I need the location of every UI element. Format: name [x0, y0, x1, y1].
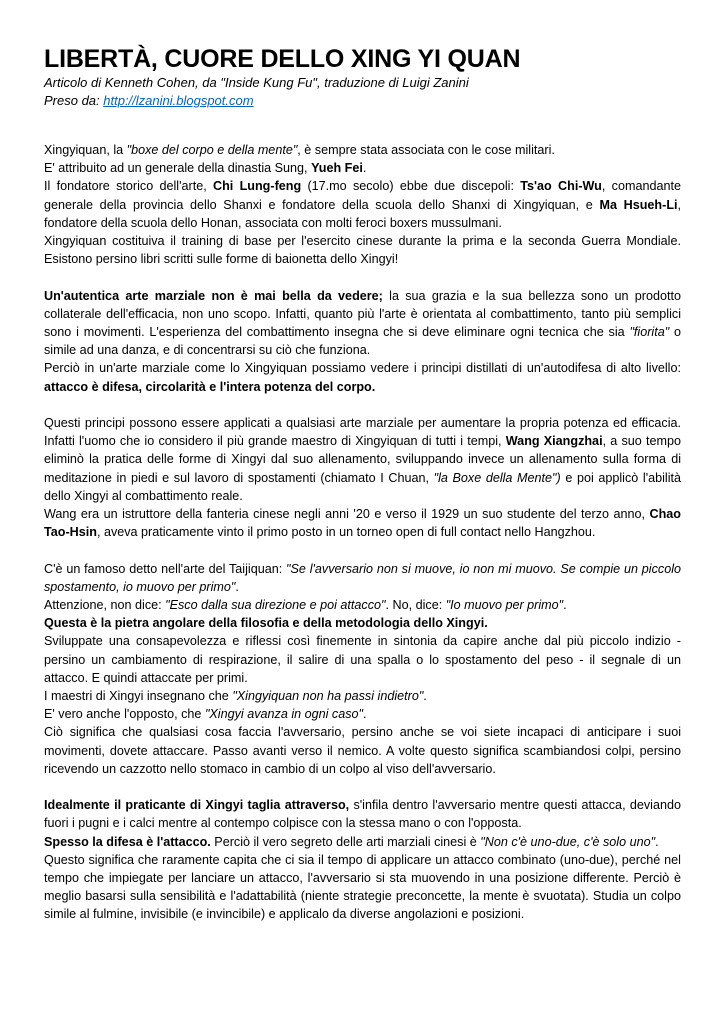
byline: Articolo di Kenneth Cohen, da "Inside Kung Fu", traduzione di Luigi Zanini	[44, 75, 469, 90]
paragraph: Xingyiquan costituiva il training di base per l'esercito cinese durante la prima e la seconda Guerra Mondiale. Esistono persino libri scritti sulle forme di baionetta dello Xingyi!	[44, 234, 681, 267]
page-title: LIBERTÀ, CUORE DELLO XING YI QUAN	[44, 45, 521, 73]
paragraph: Il fondatore storico dell'arte, Chi Lung-feng (17.mo secolo) ebbe due discepoli: Ts'ao Chi-Wu, comandante generale della provincia dello Shanxi e fondatore della scuola dello Shanxi di Xingyiquan, e Ma Hsueh-Li, fondatore della scuola dello Honan, associata con molti feroci boxers mussulmani.	[44, 179, 682, 230]
paragraph: Xingyiquan, la "boxe del corpo e della mente", è sempre stata associata con le cose militari.	[44, 143, 555, 157]
paragraph: Ciò significa che qualsiasi cosa faccia l'avversario, persino anche se voi siete incapaci di anticipare i suoi movimenti, dovete attaccare. Passo avanti verso il nemico. A volte questo significa scambiandosi colpi, persino ricevendo un cazzotto nello stomaco in cambio di un colpo al viso dell'avversario.	[44, 725, 681, 776]
paragraph: Questi principi possono essere applicati a qualsiasi arte marziale per aumentare la propria potenza ed efficacia. Infatti l'uomo che io considero il più grande maestro di Xingyiquan di tutti i tempi, Wang Xiangzhai, a suo tempo eliminò la pratica delle forme di Xingyi dal suo allenamento, sviluppando invece un allenamento sulla forma di meditazione in piedi e sul lavoro di spostamenti (chiamato I Chuan, "la Boxe della Mente") e poi applicò l'abilità dello Xingyi al combattimento reale.	[44, 416, 682, 503]
paragraph: Perciò in un'arte marziale come lo Xingyiquan possiamo vedere i principi distillati di un'autodifesa di alto livello: attacco è difesa, circolarità e l'intera potenza del corpo.	[44, 361, 681, 394]
source-line	[44, 92, 681, 110]
paragraph: E' attribuito ad un generale della dinastia Sung, Yueh Fei.	[44, 161, 367, 176]
paragraph: E' vero anche l'opposto, che "Xingyi avanza in ogni caso".	[44, 707, 367, 722]
paragraph: Wang era un istruttore della fanteria cinese negli anni '20 e verso il 1929 un suo studente del terzo anno, Chao Tao-Hsin, aveva praticamente vinto il primo posto in un torneo open di full contact nello Hangzhou.	[44, 507, 681, 540]
article-body	[44, 141, 681, 924]
paragraph: Questa è la pietra angolare della filosofia e della metodologia dello Xingyi.	[44, 616, 488, 631]
paragraph: Spesso la difesa è l'attacco. Perciò il vero segreto delle arti marziali cinesi è "Non c'è uno-due, c'è solo uno".	[44, 834, 659, 849]
source-link[interactable]: http://lzanini.blogspot.com	[103, 93, 254, 108]
paragraph: C'è un famoso detto nell'arte del Taijiquan: "Se l'avversario non si muove, io non mi muovo. Se compie un piccolo spostamento, io muovo per primo".	[44, 561, 681, 594]
document-page	[44, 44, 681, 924]
paragraph: Attenzione, non dice: "Esco dalla sua direzione e poi attacco". No, dice: "Io muovo per primo".	[44, 598, 567, 613]
paragraph: Sviluppate una consapevolezza e riflessi così finemente in sintonia da capire anche dal più piccolo indizio - persino un cambiamento di respirazione, il salire di una spalla o lo spostamento del peso - il segnale di un attacco. E quindi attaccate per primi.	[44, 634, 681, 685]
paragraph: Idealmente il praticante di Xingyi taglia attraverso, s'infila dentro l'avversario mentre questi attacca, deviando fuori i pugni e i calci mentre al contempo colpisce con la stessa mano o con l'opposta.	[44, 798, 681, 831]
paragraph: I maestri di Xingyi insegnano che "Xingyiquan non ha passi indietro".	[44, 689, 427, 704]
paragraph: Un'autentica arte marziale non è mai bella da vedere; la sua grazia e la sua bellezza sono un prodotto collaterale dell'efficacia, non uno scopo. Infatti, quanto più l'arte è orientata al combattimento, tanto più semplici sono i movimenti. L'esperienza del combattimento insegna che si deve eliminare ogni tecnica che sia "fiorita" o simile ad una danza, e di concentrarsi su ciò che funziona.	[44, 288, 681, 358]
paragraph: Questo significa che raramente capita che ci sia il tempo di applicare un attacco combinato (uno-due), perché nel tempo che impiegate per lanciare un attacco, l'avversario si sta muovendo in una posizione differente. Perciò è meglio basarsi sulla sensibilità e l'adattabilità (niente strategie preconcette, la mente è svuotata). Studia un colpo simile al fulmine, invisibile (e invincibile) e applicalo da diverse angolazioni e posizioni.	[44, 852, 681, 922]
source-label: Preso da:	[44, 93, 104, 108]
